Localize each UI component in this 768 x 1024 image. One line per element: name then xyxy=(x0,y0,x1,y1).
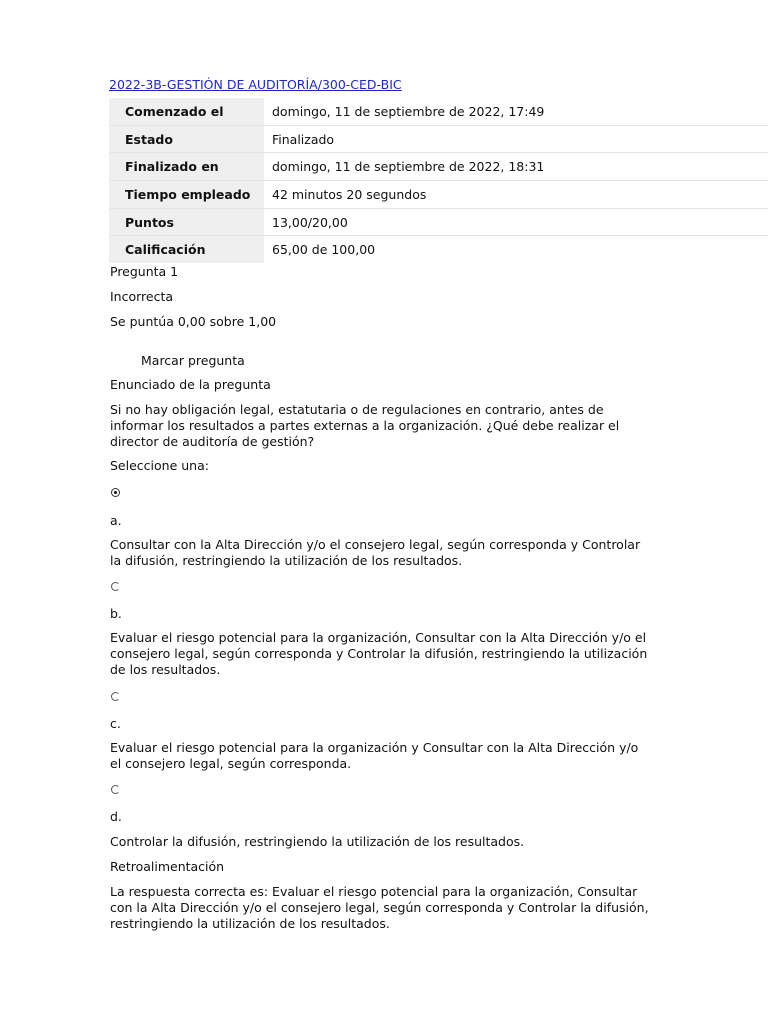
option-c-text: Evaluar el riesgo potencial para la organización y Consultar con la Alta Dirección y/o el consejero legal, según corresponda. xyxy=(110,740,639,772)
attempt-summary-table xyxy=(109,98,768,263)
question-number: Pregunta 1 xyxy=(110,264,179,279)
option-b-text: Evaluar el riesgo potencial para la organización, Consultar con la Alta Dirección y/o el consejero legal, según corresponda y Controlar la difusión, restringiendo la utilización de los resultados. xyxy=(110,630,648,678)
select-prompt: Seleccione una: xyxy=(110,458,209,473)
option-d-text: Controlar la difusión, restringiendo la utilización de los resultados. xyxy=(110,834,525,849)
feedback-heading: Retroalimentación xyxy=(110,859,225,874)
summary-value: 42 minutos 20 segundos xyxy=(264,181,768,209)
summary-value: 13,00/20,00 xyxy=(264,208,768,236)
summary-row xyxy=(109,153,768,181)
option-a-radio[interactable] xyxy=(111,488,120,497)
option-a-letter: a. xyxy=(110,513,122,528)
option-d-radio[interactable] xyxy=(111,785,120,794)
option-c-letter: c. xyxy=(110,716,121,731)
option-c-radio[interactable] xyxy=(111,692,120,701)
option-b-radio[interactable] xyxy=(111,582,120,591)
option-b-letter: b. xyxy=(110,606,122,621)
question-score: Se puntúa 0,00 sobre 1,00 xyxy=(110,314,277,329)
question-status: Incorrecta xyxy=(110,289,174,304)
question-text: Si no hay obligación legal, estatutaria o de regulaciones en contrario, antes de informar los resultados a partes externas a la organización. ¿Qué debe realizar el director de auditoría de gestión? xyxy=(110,402,620,450)
summary-row xyxy=(109,98,768,125)
summary-label: Estado xyxy=(109,125,264,153)
summary-value: 65,00 de 100,00 xyxy=(264,236,768,263)
feedback-text: La respuesta correcta es: Evaluar el riesgo potencial para la organización, Consultar con la Alta Dirección y/o el consejero legal, según corresponda y Controlar la difusión, restringiendo la utilización de los resultados. xyxy=(110,884,649,932)
statement-heading: Enunciado de la pregunta xyxy=(110,377,271,392)
option-d-letter: d. xyxy=(110,809,122,824)
summary-value: domingo, 11 de septiembre de 2022, 18:31 xyxy=(264,153,768,181)
option-a-text: Consultar con la Alta Dirección y/o el consejero legal, según corresponda y Controlar la difusión, restringiendo la utilización de los resultados. xyxy=(110,537,641,569)
summary-label: Puntos xyxy=(109,208,264,236)
summary-row xyxy=(109,208,768,236)
summary-label: Finalizado en xyxy=(109,153,264,181)
summary-label: Tiempo empleado xyxy=(109,181,264,209)
summary-value: Finalizado xyxy=(264,125,768,153)
summary-row xyxy=(109,125,768,153)
summary-row xyxy=(109,181,768,209)
flag-question-link[interactable]: Marcar pregunta xyxy=(141,353,245,368)
summary-label: Comenzado el xyxy=(109,98,264,125)
summary-row xyxy=(109,236,768,263)
summary-label: Calificación xyxy=(109,236,264,263)
course-breadcrumb-link[interactable]: 2022-3B-GESTIÓN DE AUDITORÍA/300-CED-BIC xyxy=(109,77,402,92)
summary-value: domingo, 11 de septiembre de 2022, 17:49 xyxy=(264,98,768,125)
